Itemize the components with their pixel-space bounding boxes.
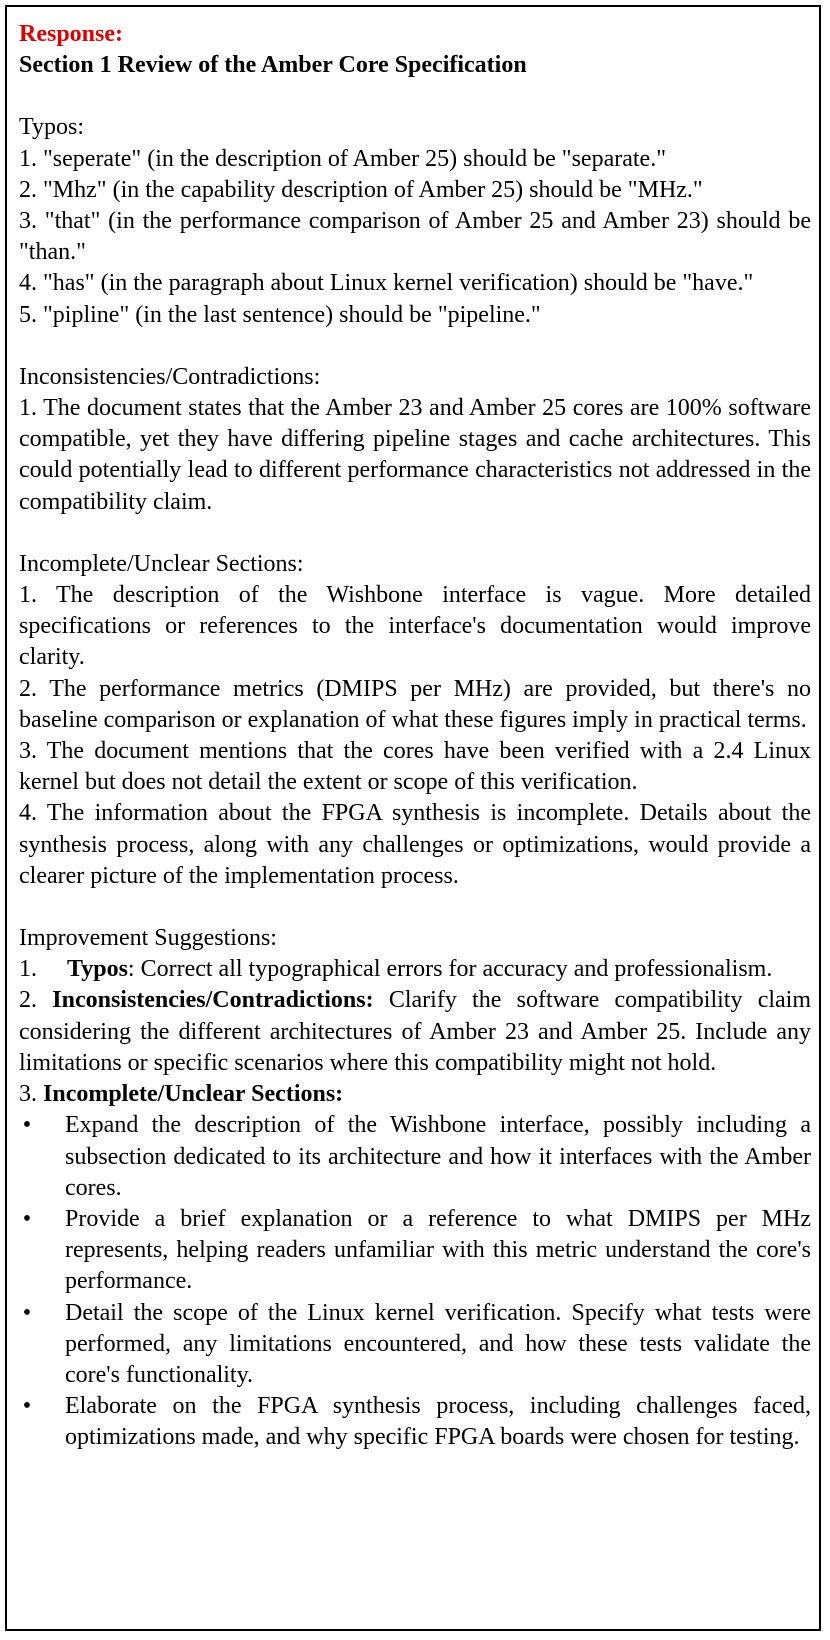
bullet-text: Expand the description of the Wishbone interface, possibly including a subsection dedicated to its architecture and how it interfaces with the Amber cores. xyxy=(65,1112,811,1201)
incomplete-heading: Incomplete/Unclear Sections: xyxy=(19,550,304,577)
suggestion-bullet-list xyxy=(19,1110,811,1453)
incomplete-item: 2. The performance metrics (DMIPS per MHz) are provided, but there's no baseline comparison or explanation of what these figures imply in practical terms. xyxy=(19,675,811,733)
bullet-item xyxy=(19,1391,811,1453)
typo-item: 5. "pipline" (in the last sentence) should be "pipeline." xyxy=(19,301,541,328)
bullet-item xyxy=(19,1204,811,1298)
suggestion-number: 1. xyxy=(19,956,37,983)
typo-item: 2. "Mhz" (in the capability description of Amber 25) should be "MHz." xyxy=(19,176,703,203)
spacer xyxy=(19,518,811,549)
bullet-text: Detail the scope of the Linux kernel verification. Specify what tests were performed, any limitations encountered, and how these tests validate the core's functionality. xyxy=(65,1299,811,1388)
spacer xyxy=(19,892,811,923)
bullet-icon: • xyxy=(22,1299,32,1326)
bullet-item xyxy=(19,1110,811,1204)
bullet-text: Provide a brief explanation or a reference to what DMIPS per MHz represents, helping readers unfamiliar with this metric understand the core's performance. xyxy=(65,1205,811,1295)
suggestion-number: 2. xyxy=(19,987,37,1014)
typo-item: 3. "that" (in the performance comparison of Amber 25 and Amber 23) should be "than." xyxy=(19,208,811,266)
incomplete-item: 1. The description of the Wishbone interface is vague. More detailed specifications or references to the interface's documentation would improve clarity. xyxy=(19,582,811,671)
response-frame xyxy=(5,5,821,1631)
section-title: Section 1 Review of the Amber Core Specification xyxy=(19,52,527,79)
response-content xyxy=(19,19,811,1454)
suggestions-heading: Improvement Suggestions: xyxy=(19,925,277,952)
typo-item: 1. "seperate" (in the description of Amber 25) should be "separate." xyxy=(19,145,666,172)
incomplete-item: 3. The document mentions that the cores have been verified with a 2.4 Linux kernel but does not detail the extent or scope of this verification. xyxy=(19,738,811,796)
suggestion-bold-label: Inconsistencies/Contradictions: xyxy=(52,987,374,1014)
suggestion-bold-label: Typos xyxy=(67,956,128,983)
bullet-text: Elaborate on the FPGA synthesis process, including challenges faced, optimizations made, and why specific FPGA boards were chosen for testing. xyxy=(65,1393,811,1451)
suggestion-item-typos xyxy=(19,954,811,985)
suggestion-number: 3. xyxy=(19,1081,37,1108)
typo-item: 4. "has" (in the paragraph about Linux kernel verification) should be "have." xyxy=(19,270,754,297)
bullet-icon: • xyxy=(22,1112,32,1139)
typos-heading: Typos: xyxy=(19,114,84,141)
inconsistency-item: 1. The document states that the Amber 23 and Amber 25 cores are 100% software compatible, yet they have differing pipeline stages and cache architectures. This could potentially lead to different performance characteristics not addressed in the compatibility claim. xyxy=(19,395,811,515)
bullet-icon: • xyxy=(22,1393,32,1420)
suggestion-text: : Correct all typographical errors for accuracy and professionalism. xyxy=(127,956,773,983)
suggestion-item-inconsistencies xyxy=(19,985,811,1079)
suggestion-item-incomplete xyxy=(19,1079,811,1110)
bullet-item xyxy=(19,1298,811,1392)
spacer xyxy=(19,331,811,362)
suggestion-text: Clarify the software compatibility claim considering the different architectures of Amber 23 and Amber 25. Include any limitations or specific scenarios where this compatibility might not hold. xyxy=(19,987,812,1076)
spacer xyxy=(19,81,811,112)
incomplete-item: 4. The information about the FPGA synthesis is incomplete. Details about the synthesis process, along with any challenges or optimizations, would provide a clearer picture of the implementation process. xyxy=(19,800,811,889)
response-label: Response: xyxy=(19,21,124,47)
suggestion-bold-label: Incomplete/Unclear Sections: xyxy=(43,1081,344,1108)
inconsistencies-heading: Inconsistencies/Contradictions: xyxy=(19,363,321,390)
bullet-icon: • xyxy=(22,1205,32,1232)
